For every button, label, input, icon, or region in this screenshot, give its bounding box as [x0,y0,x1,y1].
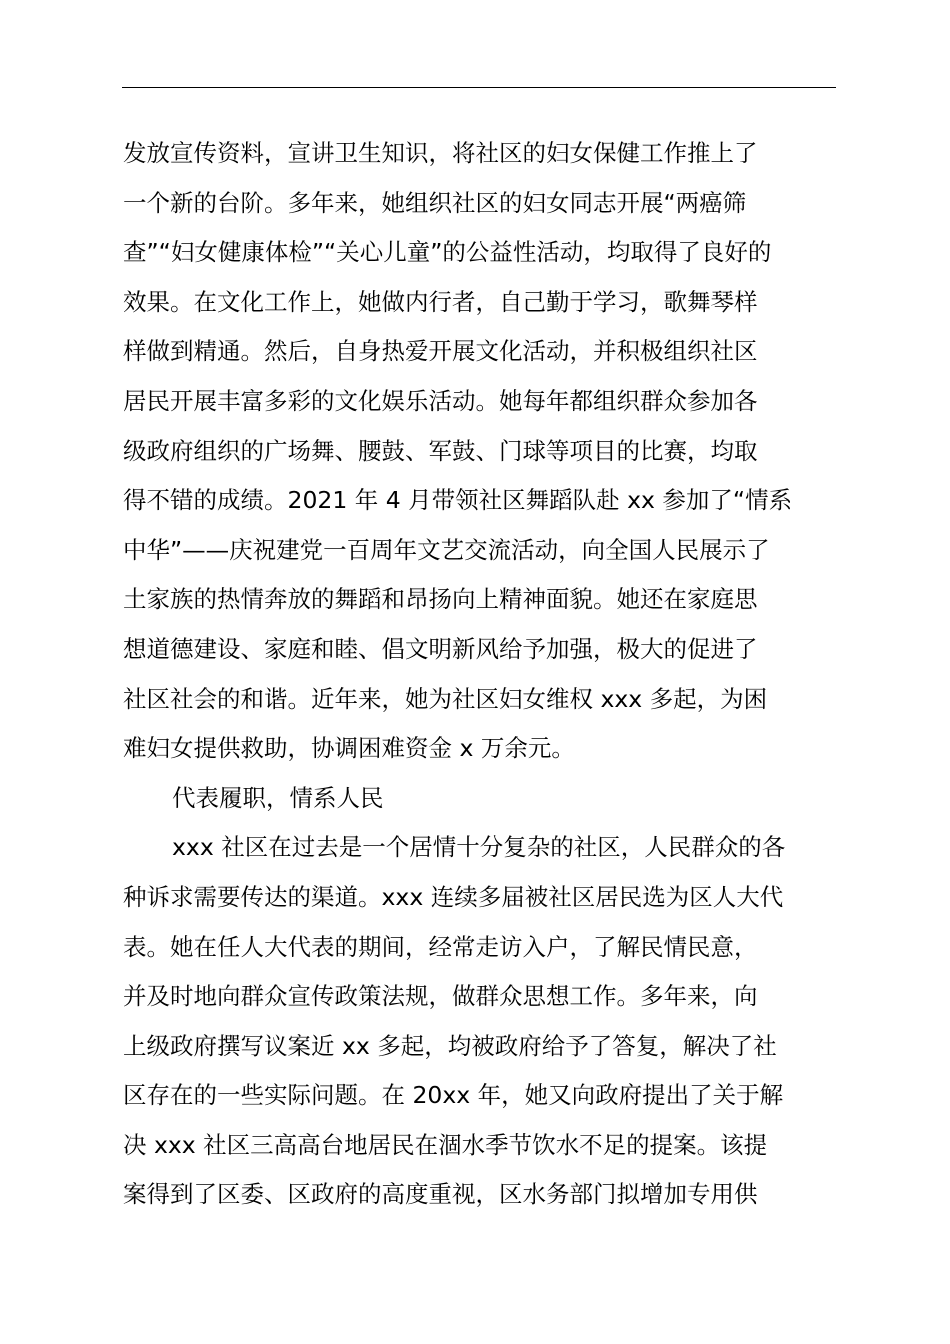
text-line: 级政府组织的广场舞、腰鼓、军鼓、门球等项目的比赛，均取 [123,436,758,465]
text-line: 区存在的一些实际问题。在 20xx 年，她又向政府提出了关于解 [123,1081,784,1110]
text-line: 发放宣传资料，宣讲卫生知识，将社区的妇女保健工作推上了 [123,139,758,167]
header-rule [122,87,836,88]
text-line: 难妇女提供救助，协调困难资金 x 万余元。 [123,734,575,763]
text-line: 决 xxx 社区三高高台地居民在涸水季节饮水不足的提案。该提 [123,1130,768,1159]
text-line: 表。她在任人大代表的期间，经常走访入户，了解民情民意， [123,932,758,961]
text-line: 样做到精通。然后，自身热爱开展文化活动，并积极组织社区 [123,337,758,366]
text-line: 社区社会的和谐。近年来，她为社区妇女维权 xxx 多起，为困 [123,684,768,713]
text-line: 土家族的热情奔放的舞蹈和昂扬向上精神面貌。她还在家庭思 [123,585,758,614]
text-line: 上级政府撰写议案近 xx 多起，均被政府给予了答复，解决了社 [123,1031,777,1060]
text-line: 得不错的成绩。2021 年 4 月带领社区舞蹈队赴 xx 参加了“情系 [123,486,793,515]
section-heading: 代表履职，情系人民 [172,783,384,812]
text-line: 效果。在文化工作上，她做内行者，自己勤于学习，歌舞琴样 [123,287,758,316]
text-line: 想道德建设、家庭和睦、倡文明新风给予加强，极大的促进了 [123,634,758,663]
text-line: 并及时地向群众宣传政策法规，做群众思想工作。多年来，向 [123,982,758,1011]
document-body [123,129,839,1220]
text-line-first: xxx 社区在过去是一个居情十分复杂的社区，人民群众的各 [172,833,786,862]
text-line: 种诉求需要传达的渠道。xxx 连续多届被社区居民选为区人大代 [123,882,784,911]
text-line: 查”“妇女健康体检”“关心儿童”的公益性活动，均取得了良好的 [123,238,772,267]
text-line: 案得到了区委、区政府的高度重视，区水务部门拟增加专用供 [123,1180,758,1209]
paragraph-representative-duties [123,823,839,1220]
text-line: 居民开展丰富多彩的文化娱乐活动。她每年都组织群众参加各 [123,386,758,415]
paragraph-community-health-culture [123,129,839,774]
text-line: 中华”——庆祝建党一百周年文艺交流活动，向全国人民展示了 [123,535,770,564]
text-line: 一个新的台阶。多年来，她组织社区的妇女同志开展“两癌筛 [123,188,747,217]
